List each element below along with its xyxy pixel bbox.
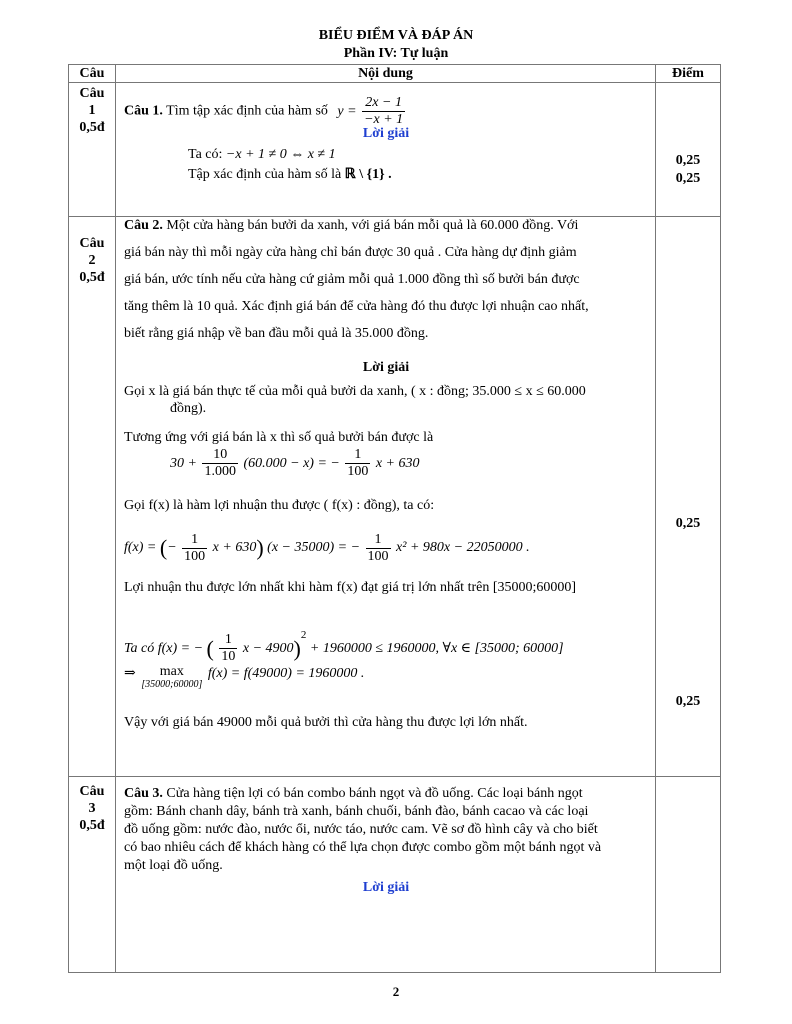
question-content [116, 777, 656, 973]
step-text: Ta có: [188, 147, 223, 162]
math-max-word: max [159, 664, 184, 679]
question-text: giá bán, ước tính nếu cửa hàng cứ giảm mỗi quả 1.000 đồng thì số bưởi bán được [124, 272, 580, 287]
question-paragraph [124, 217, 578, 235]
math-part: ⇒ [124, 666, 136, 681]
score-cell [656, 83, 721, 217]
fraction-denominator: −x + 1 [364, 112, 404, 127]
score-value: 0,25 [675, 153, 701, 168]
math-equation [124, 665, 364, 691]
column-header-question: Câu [69, 65, 116, 83]
math-part: x² + 980x − 22050000 . [396, 540, 530, 556]
step-text: Tập xác định của hàm số là [188, 167, 342, 182]
score-cell [656, 777, 721, 973]
table-row [69, 83, 721, 217]
score-cell [656, 217, 721, 777]
solution-text: Lợi nhuận thu được lớn nhất khi hàm f(x) đạt giá trị lớn nhất trên [35000;60000] [124, 580, 577, 595]
math-lhs: y = [337, 103, 357, 119]
fraction-denominator: 100 [367, 548, 389, 564]
solution-text: Vậy với giá bán 49000 mỗi quả bưởi thì cửa hàng thu được lợi lớn nhất. [124, 715, 528, 730]
fraction-numerator: 2x − 1 [362, 95, 405, 112]
math-part: f(x) = [124, 540, 157, 556]
question-content [116, 83, 656, 217]
fraction-numerator: 1 [219, 632, 237, 649]
question-points: 0,5đ [79, 818, 105, 833]
math-fraction [182, 532, 207, 565]
question-word: Câu [79, 236, 105, 251]
fraction-denominator: 100 [184, 548, 206, 564]
table-header-row [69, 65, 721, 83]
fraction-numerator: 1 [182, 532, 207, 549]
question-text: giá bán này thì mỗi ngày cửa hàng chỉ bán được 30 quả . Cửa hàng dự định giảm [124, 245, 577, 260]
math-part: f(x) = f(49000) = 1960000 . [207, 666, 365, 681]
solution-step [188, 146, 336, 164]
math-fraction [362, 95, 405, 128]
math-part: (60.000 − x) = − [243, 456, 340, 471]
question-number: 2 [88, 253, 96, 268]
answer-table [68, 64, 721, 973]
score-value: 0,25 [675, 516, 701, 531]
question-word: Câu [79, 86, 105, 101]
math-fraction [366, 532, 391, 565]
question-text: Cửa hàng tiện lợi có bán combo bánh ngọt và đồ uống. Các loại bánh ngọt [166, 786, 583, 801]
math-fraction [345, 447, 370, 480]
solution-heading: Lời giải [362, 360, 410, 375]
solution-text: Gọi f(x) là hàm lợi nhuận thu được ( f(x) : đồng), ta có: [124, 498, 435, 513]
page-title: BIỂU ĐIỂM VÀ ĐÁP ÁN [318, 28, 474, 43]
question-number: 3 [88, 801, 96, 816]
score-value: 0,25 [675, 171, 701, 186]
math-part: x + 630 [212, 540, 257, 556]
solution-text: đồng). [170, 401, 207, 416]
math-part: Ta có f(x) = − [124, 641, 204, 656]
solution-text: Tương ứng với giá bán là x thì số quả bưởi bán được là [124, 430, 434, 445]
question-number: 1 [88, 103, 96, 118]
step-math: ℝ \ {1} . [344, 167, 392, 182]
math-equation: Ta có f(x) = − ( $\frac{1}{10}$ x − 4900)$^2$ + 1960000 ≤ 1960000, ∀x ∈ [35000; 60000] [124, 629, 564, 665]
math-exponent: 2 [300, 629, 307, 641]
question-text: Một cửa hàng bán bưởi da xanh, với giá bán mỗi quả là 60.000 đồng. Với [166, 218, 579, 233]
solution-step [188, 166, 392, 184]
question-statement [124, 95, 407, 128]
question-text: biết rằng giá nhập về ban đầu mỗi quả là 35.000 đồng. [124, 326, 429, 341]
fraction-numerator: 1 [366, 532, 391, 549]
math-part: 30 + [170, 456, 197, 471]
math-fraction [202, 447, 238, 480]
solution-heading: Lời giải [362, 126, 410, 141]
math-max-domain: [35000;60000] [141, 679, 203, 690]
math-fraction [219, 632, 237, 665]
math-part: (x − 35000) = − [267, 540, 361, 556]
question-title: Câu 2. [124, 218, 163, 233]
column-header-score: Điểm [656, 65, 721, 83]
solution-text: Gọi x là giá bán thực tế của mỗi quả bưởi da xanh, ( x : đồng; 35.000 ≤ x ≤ 60.000 [124, 384, 586, 399]
math-max [141, 665, 202, 691]
question-points: 0,5đ [79, 120, 105, 135]
question-text: gồm: Bánh chanh dây, bánh trà xanh, bánh chuối, bánh đào, bánh cacao và các loại [124, 804, 589, 819]
math-equation [170, 445, 420, 483]
score-value: 0,25 [675, 694, 701, 709]
question-content [116, 217, 656, 777]
question-text: Tìm tập xác định của hàm số [166, 103, 328, 119]
question-label [69, 217, 116, 777]
solution-heading: Lời giải [362, 880, 410, 895]
question-points: 0,5đ [79, 270, 105, 285]
step-math: −x + 1 ≠ 0 ⇔ x ≠ 1 [225, 147, 336, 162]
question-text: đồ uống gồm: nước đào, nước ổi, nước táo, nước cam. Vẽ sơ đồ hình cây và cho biết [124, 822, 598, 837]
question-title: Câu 1. [124, 103, 163, 119]
math-part: x − 4900 [242, 641, 294, 656]
fraction-denominator: 10 [221, 649, 236, 665]
question-label [69, 83, 116, 217]
table-row [69, 777, 721, 973]
fraction-numerator: 10 [202, 447, 238, 464]
question-text: tăng thêm là 10 quả. Xác định giá bán để cửa hàng đó thu được lợi nhuận cao nhất, [124, 299, 589, 314]
page-number: 2 [392, 984, 400, 999]
fraction-denominator: 1.000 [204, 464, 236, 480]
question-word: Câu [79, 784, 105, 799]
question-paragraph [124, 785, 583, 803]
question-title: Câu 3. [124, 786, 163, 801]
question-label [69, 777, 116, 973]
math-part: − [167, 540, 177, 556]
fraction-numerator: 1 [345, 447, 370, 464]
math-equation: f(x) = (− $\frac{1}{100}$ x + 630) (x − 35000) = − $\frac{1}{100}$ x² + 980x − 22050000 . [124, 531, 530, 564]
table-row [69, 217, 721, 777]
question-text: một loại đồ uống. [124, 858, 223, 873]
column-header-content: Nội dung [116, 65, 656, 83]
math-part: x + 630 [375, 456, 420, 471]
page-subtitle: Phần IV: Tự luận [343, 46, 449, 61]
math-part: + 1960000 ≤ 1960000, ∀x ∈ [35000; 60000] [309, 641, 564, 656]
fraction-denominator: 100 [347, 464, 369, 480]
question-text: có bao nhiêu cách để khách hàng có thể lựa chọn được combo gồm một bánh ngọt và [124, 840, 602, 855]
